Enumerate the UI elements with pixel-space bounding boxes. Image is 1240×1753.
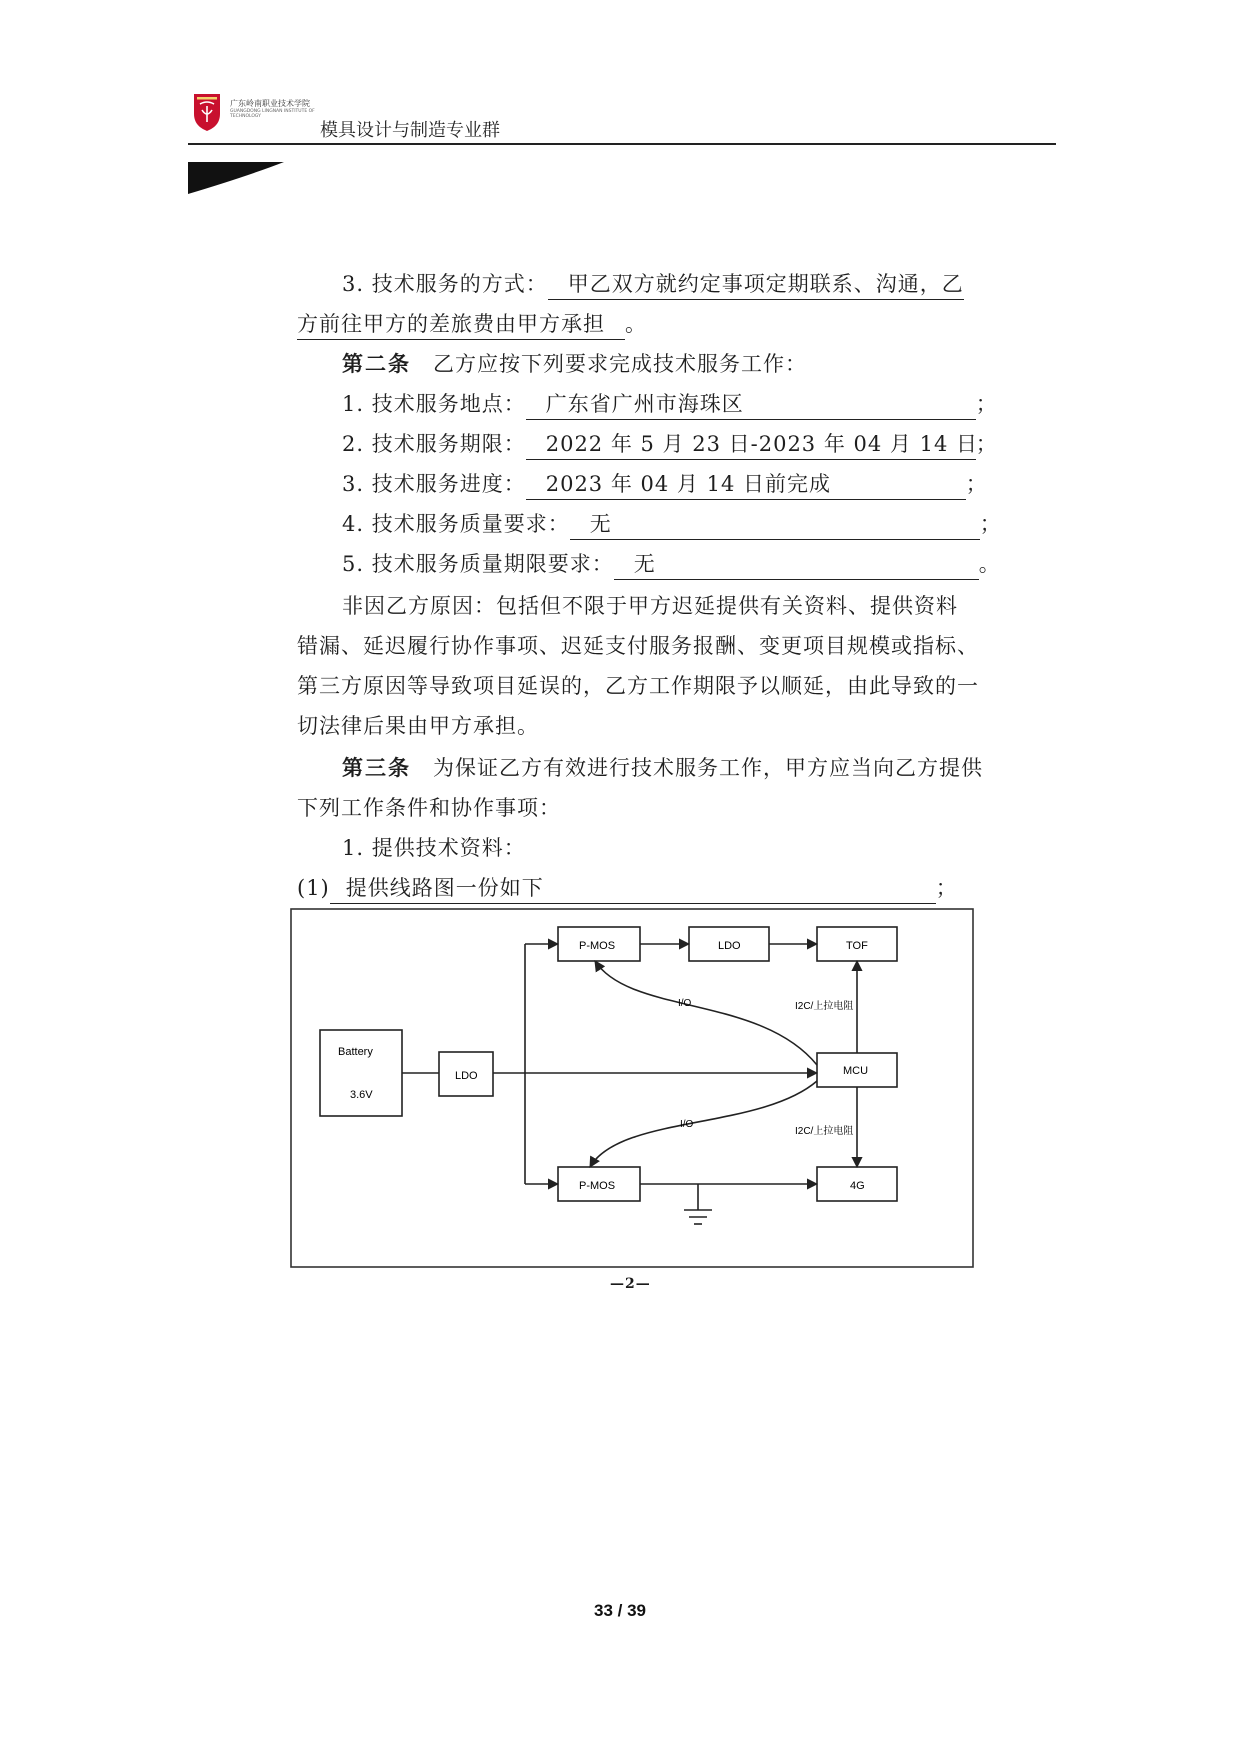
item-label: 4. 技术服务质量要求： <box>342 512 570 536</box>
article-3-intro: 为保证乙方有效进行技术服务工作，甲方应当向乙方提供 <box>433 756 983 780</box>
clause-value-cont: 方前往甲方的差旅费由甲方承担 <box>297 308 625 340</box>
article-2-item-3 <box>342 468 988 500</box>
module-4g-label: 4G <box>850 1180 865 1192</box>
article-3-item-1: 1. 提供技术资料： <box>342 836 526 860</box>
article-2-intro: 乙方应按下列要求完成技术服务工作： <box>433 352 807 376</box>
io-bottom-label: I/O <box>680 1119 694 1130</box>
article-2-note-line-4: 切法律后果由甲方承担。 <box>297 714 539 738</box>
department-title: 模具设计与制造专业群 <box>320 120 500 141</box>
circuit-diagram <box>290 905 976 1273</box>
school-name-cn: 广东岭南职业技术学院 <box>230 99 310 108</box>
scan-corner-shadow <box>188 162 288 198</box>
article-2-heading-line <box>342 348 807 378</box>
article-3-sub-item <box>297 872 958 904</box>
pmos-bottom-label: P-MOS <box>579 1180 616 1192</box>
clause-3-method-line1 <box>342 268 964 300</box>
mcu-label: MCU <box>843 1065 869 1077</box>
sub-item-label: (1) <box>297 876 330 900</box>
item-value: 2022 年 5 月 23 日-2023 年 04 月 14 日 <box>526 428 976 460</box>
item-end: ； <box>975 432 998 456</box>
item-end: ； <box>975 392 998 416</box>
ldo-top-label: LDO <box>718 940 741 952</box>
article-2-item-4 <box>342 508 1002 540</box>
clause-value: 甲乙双方就约定事项定期联系、沟通，乙 <box>548 268 964 300</box>
page-indicator: 33 / 39 <box>594 1601 646 1620</box>
io-top-label: I/O <box>678 998 692 1009</box>
battery-title-label: Battery <box>338 1046 373 1058</box>
battery-voltage-label: 3.6V <box>350 1089 373 1101</box>
item-value: 无 <box>570 508 980 540</box>
mcu-to-pmos-top-io-curve <box>595 961 817 1065</box>
i2c-top-label: I2C/上拉电阻 <box>795 1001 854 1012</box>
clause-3-method-line2 <box>297 308 647 340</box>
pmos-top-label: P-MOS <box>579 940 616 952</box>
clause-label: 3. 技术服务的方式： <box>342 272 548 296</box>
item-end: ； <box>965 472 988 496</box>
clause-end: 。 <box>625 312 647 336</box>
item-label: 1. 技术服务地点： <box>342 392 526 416</box>
diagram-frame <box>291 909 973 1267</box>
item-label: 2. 技术服务期限： <box>342 432 526 456</box>
article-2-note-line-2: 错漏、延迟履行协作事项、迟延支付服务报酬、变更项目规模或指标、 <box>297 634 979 658</box>
article-2-heading: 第二条 <box>342 351 411 376</box>
school-logo-icon <box>192 92 222 132</box>
article-2-item-1 <box>342 388 998 420</box>
i2c-bottom-label: I2C/上拉电阻 <box>795 1126 854 1137</box>
item-value: 广东省广州市海珠区 <box>526 388 976 420</box>
article-3-intro-line2: 下列工作条件和协作事项： <box>297 796 561 820</box>
article-2-item-2 <box>342 428 998 460</box>
sub-item-value: 提供线路图一份如下 <box>330 872 936 904</box>
article-2-item-5 <box>342 548 1001 580</box>
header-divider <box>188 143 1056 145</box>
mcu-to-pmos-bottom-io-curve <box>590 1081 817 1167</box>
item-label: 5. 技术服务质量期限要求： <box>342 552 614 576</box>
ldo-main-label: LDO <box>455 1070 478 1082</box>
school-name-en: GUANGDONG LINGNAN INSTITUTE OF TECHNOLOGY <box>230 109 315 119</box>
article-2-note-line-3: 第三方原因等导致项目延误的，乙方工作期限予以顺延，由此导致的一 <box>297 674 979 698</box>
item-value: 无 <box>614 548 979 580</box>
battery-box <box>320 1030 402 1116</box>
article-3-heading-line <box>342 752 983 782</box>
item-end: 。 <box>978 552 1001 576</box>
item-end: ； <box>979 512 1002 536</box>
item-value: 2023 年 04 月 14 日前完成 <box>526 468 966 500</box>
page-header <box>188 90 1058 146</box>
article-3-heading: 第三条 <box>342 755 411 780</box>
scan-page-number: —2— <box>610 1276 651 1292</box>
sub-item-end: ； <box>935 876 958 900</box>
tof-label: TOF <box>846 940 868 952</box>
item-label: 3. 技术服务进度： <box>342 472 526 496</box>
article-2-note-line-1: 非因乙方原因：包括但不限于甲方迟延提供有关资料、提供资料 <box>342 594 958 618</box>
